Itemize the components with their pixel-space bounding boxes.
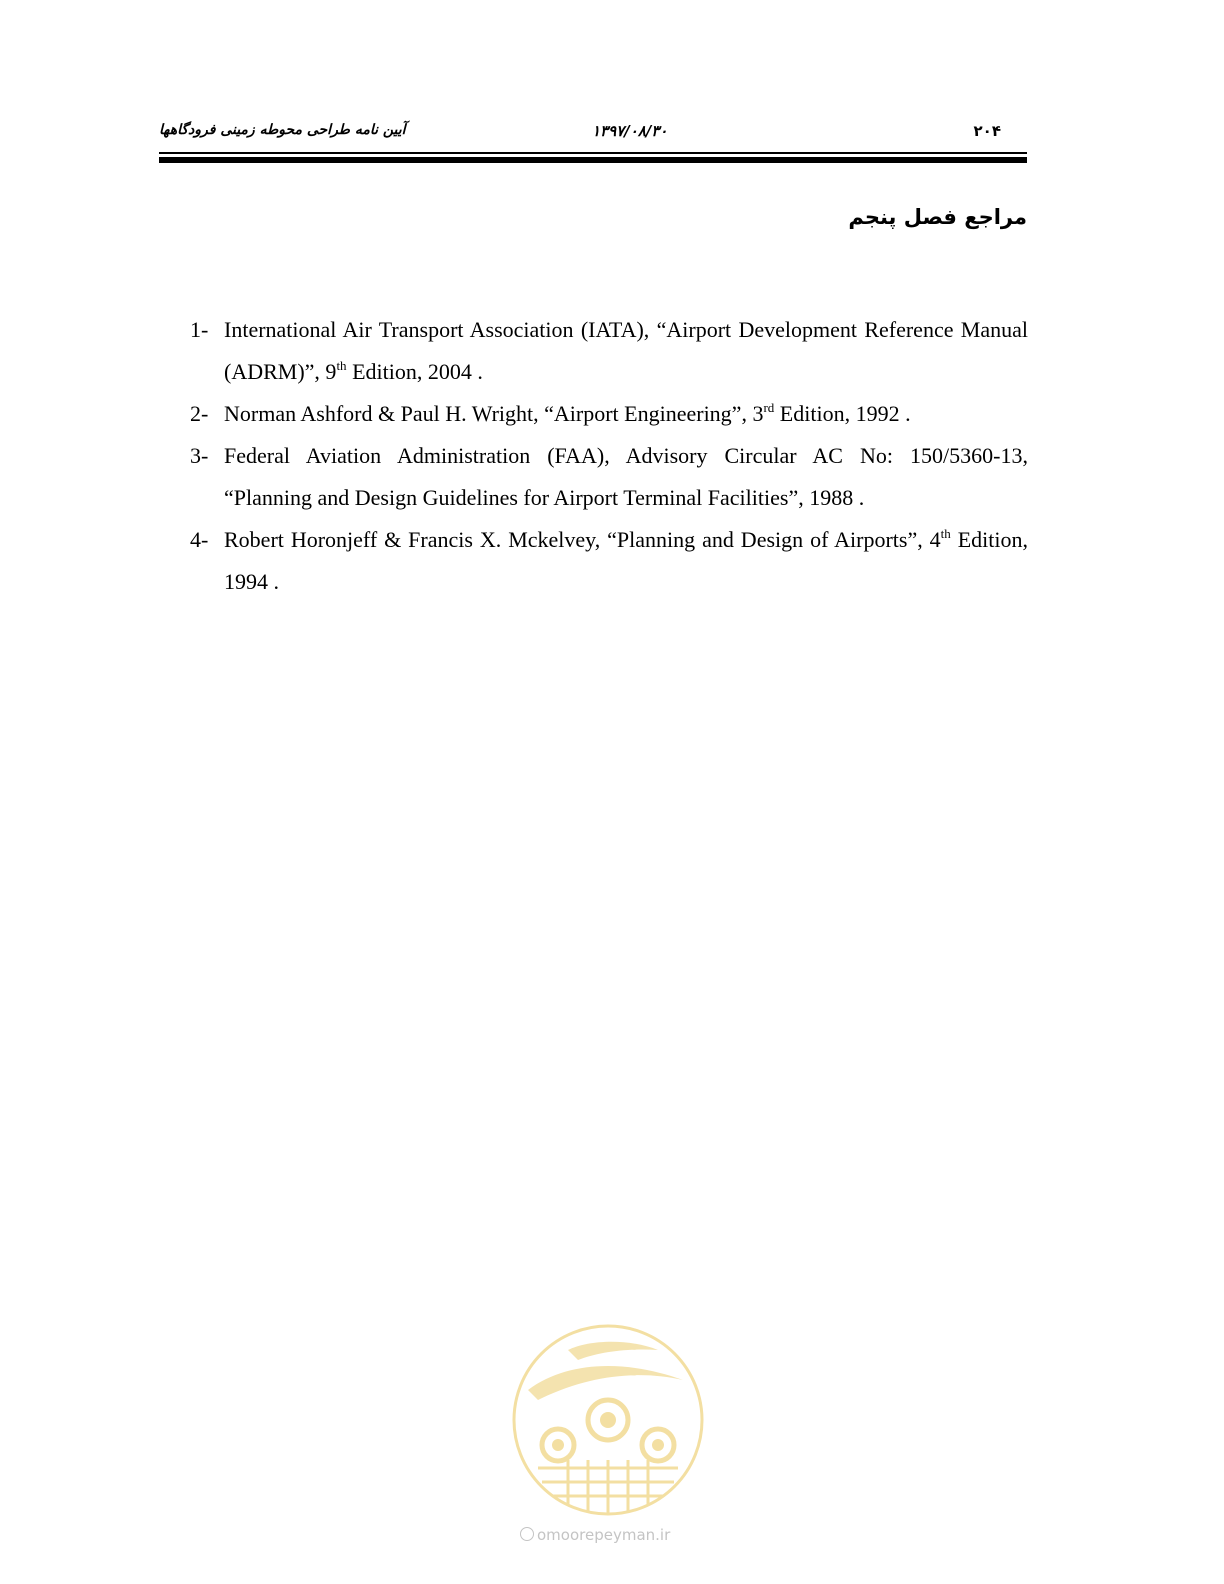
section-title: مراجع فصل پنجم (848, 205, 1027, 229)
reference-item (188, 519, 1028, 603)
reference-item (188, 435, 1028, 519)
header-rule-thick (159, 157, 1027, 163)
header-rule-thin (159, 152, 1027, 154)
reference-number: 1- (190, 317, 209, 342)
watermark-url: omoorepeyman.ir (520, 1526, 670, 1544)
header-date: ۱۳۹۷/۰۸/۳۰ (592, 122, 668, 140)
page-header (159, 118, 1027, 148)
header-title: آیین نامه طراحی محوطه زمینی فرودگاهها (159, 122, 406, 138)
reference-number: 3- (190, 443, 209, 468)
watermark-logo-icon (508, 1320, 708, 1520)
reference-text: Federal Aviation Administration (FAA), Advisory Circular AC No: 150/5360-13, “Planning and Design Guidelines for Airport Terminal Facilities”, 1988 . (224, 443, 1028, 510)
header-page-number: ۲۰۴ (973, 122, 1001, 140)
reference-text: Robert Horonjeff & Francis X. Mckelvey, “Planning and Design of Airports”, 4th Edition, 1994 . (224, 526, 1028, 594)
reference-text: Norman Ashford & Paul H. Wright, “Airport Engineering”, 3rd Edition, 1992 . (224, 400, 911, 426)
reference-item (188, 393, 1028, 435)
reference-list (188, 309, 1028, 603)
reference-number: 4- (190, 527, 209, 552)
globe-icon (520, 1527, 534, 1541)
reference-item (188, 309, 1028, 393)
reference-text: International Air Transport Association (IATA), “Airport Development Reference Manual (ADRM)”, 9th Edition, 2004 . (224, 317, 1028, 384)
reference-number: 2- (190, 401, 209, 426)
